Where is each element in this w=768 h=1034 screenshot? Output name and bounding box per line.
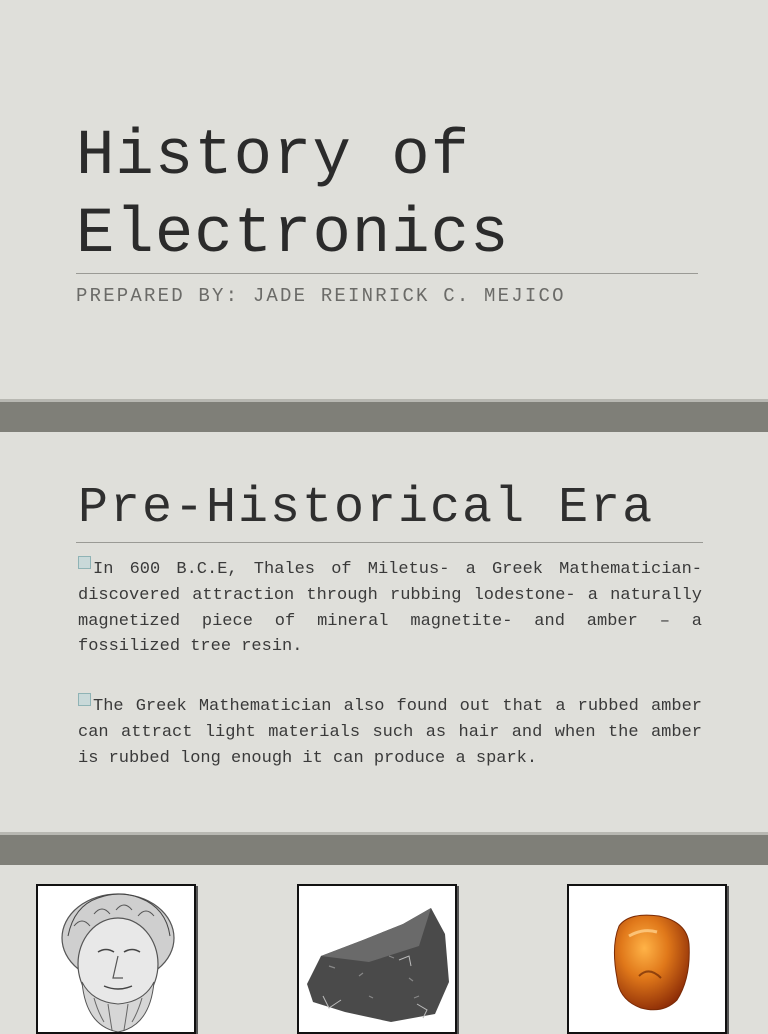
bullet-text: The Greek Mathematician also found out that a rubbed amber can attract light materials such as hair and when the amber is rubbed long enough it can produce a spark. bbox=[78, 697, 702, 768]
image-slide bbox=[0, 865, 768, 1024]
amber-image bbox=[567, 884, 727, 1034]
bullet-square-icon bbox=[78, 556, 91, 569]
bullet-text: In 600 B.C.E, Thales of Miletus- a Greek Mathematician- discovered attraction through rubbing lodestone- a naturally magnetized piece of mineral magnetite- and amber – a fossilized tree resin. bbox=[78, 560, 702, 657]
bullet-item bbox=[78, 556, 702, 660]
title-line-2: Electronics bbox=[76, 199, 510, 271]
slide-title bbox=[76, 118, 696, 274]
title-slide bbox=[0, 0, 768, 400]
title-line-1: History of bbox=[76, 121, 471, 193]
thales-bust-image bbox=[36, 884, 196, 1034]
content-slide bbox=[0, 432, 768, 832]
heading-divider bbox=[76, 542, 703, 543]
bullet-item bbox=[78, 693, 702, 771]
slide-heading: Pre-Historical Era bbox=[78, 480, 655, 537]
subtitle: PREPARED BY: JADE REINRICK C. MEJICO bbox=[76, 285, 566, 307]
slide-separator bbox=[0, 399, 768, 432]
title-divider bbox=[76, 273, 698, 274]
slide-separator bbox=[0, 832, 768, 865]
bullet-square-icon bbox=[78, 693, 91, 706]
lodestone-image bbox=[297, 884, 457, 1034]
